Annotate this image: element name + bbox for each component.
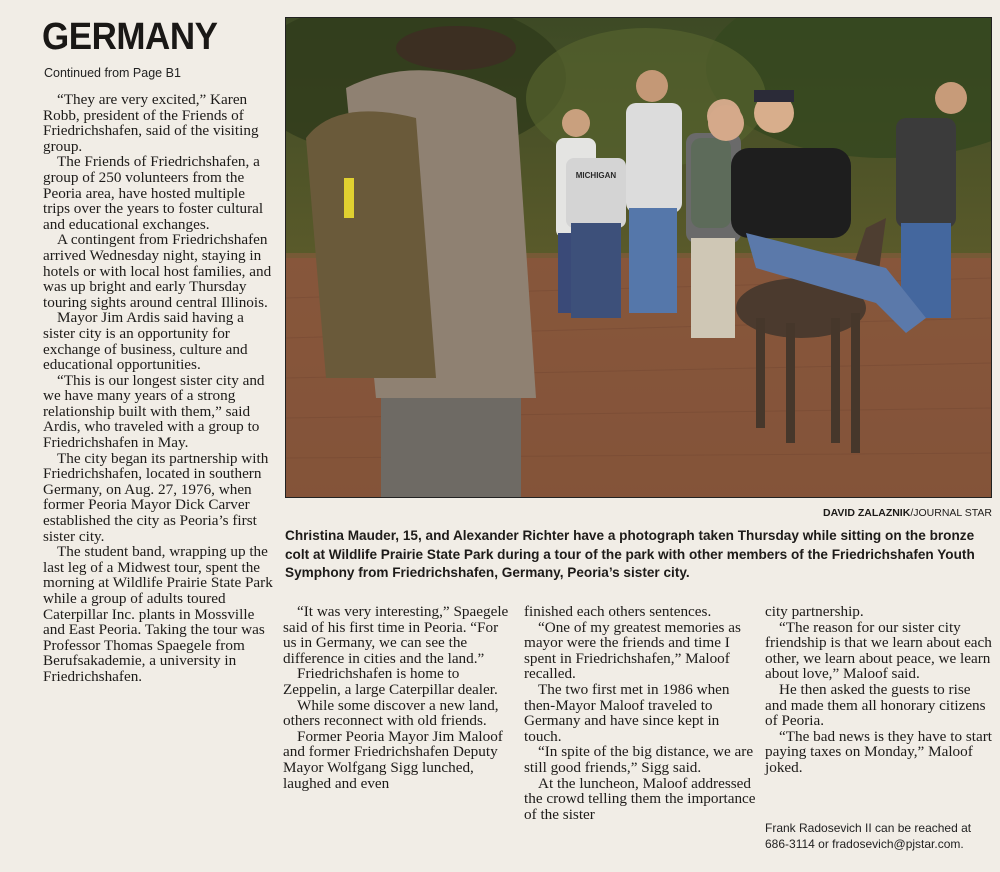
paragraph: Former Peoria Mayor Jim Maloof and former Friedrichshafen Deputy Mayor Wolfgang Sigg lunched, laughed and even <box>283 727 503 792</box>
paragraph: A contingent from Friedrichshafen arrived Wednesday night, staying in hotels or with local host families, and was up bright and early Thursday touring sights around central Illinois. <box>43 231 272 311</box>
paragraph: city partnership. <box>765 603 864 620</box>
photo-caption: Christina Mauder, 15, and Alexander Richter have a photograph taken Thursday while sitting on the bronze colt at Wildlife Prairie State Park during a tour of the park with other members of the Friedrichshafen Youth Symphony from Friedrichshafen, Germany, Peoria’s sister city. <box>285 528 975 580</box>
paragraph: The city began its partnership with Friedrichshafen, located in southern Germany, on Aug. 27, 1976, when former Peoria Mayor Dick Carver established the city as Peoria’s first sister city. <box>43 449 269 545</box>
paragraph: “The reason for our sister city friendship is that we learn about each other, we learn about peace, we learn about love,” Maloof said. <box>765 618 992 683</box>
photographer-name: DAVID ZALAZNIK <box>823 507 911 519</box>
article-column-1 <box>43 92 273 685</box>
tagline-contact: 686-3114 or fradosevich@pjstar.com. <box>765 837 964 851</box>
paragraph: “One of my greatest memories as mayor were the friends and time I spent in Friedrichshafen,” Maloof recalled. <box>524 618 741 683</box>
paragraph: “They are very excited,” Karen Robb, president of the Friends of Friedrichshafen, said of the visiting group. <box>43 91 259 155</box>
article-column-4 <box>765 604 995 776</box>
article-column-3 <box>524 604 756 822</box>
headline: GERMANY <box>42 16 218 58</box>
paragraph: The student band, wrapping up the last leg of a Midwest tour, spent the morning at Wildlife Prairie State Park while a group of adults toured Caterpillar Inc. plants in Mossville and East Peoria. Taking the tour was Professor Thomas Spaegele from Berufsakademie, a university in Friedrichshafen. <box>43 543 273 685</box>
paragraph: “This is our longest sister city and we have many years of a strong relationship built with them,” said Ardis, who traveled with a group to Friedrichshafen in May. <box>43 371 265 452</box>
paragraph: Friedrichshafen is home to Zeppelin, a large Caterpillar dealer. <box>283 665 498 698</box>
publication-name: /JOURNAL STAR <box>910 507 992 519</box>
paragraph: “In spite of the big distance, we are still good friends,” Sigg said. <box>524 743 754 776</box>
shirt-text: MICHIGAN <box>575 171 617 180</box>
paragraph: finished each others sentences. <box>524 603 712 620</box>
article-column-2 <box>283 604 515 791</box>
paragraph: The two first met in 1986 when then-Mayor Maloof traveled to Germany and have since kept in touch. <box>524 680 730 745</box>
paragraph: Mayor Jim Ardis said having a sister city is an opportunity for exchange of business, culture and educational opportunities. <box>43 309 248 374</box>
reporter-tagline <box>765 820 993 852</box>
paragraph: “It was very interesting,” Spaegele said of his first time in Peoria. “For us in Germany, we can see the difference in cities and the land.” <box>283 603 509 667</box>
continued-from-label: Continued from Page B1 <box>44 66 181 80</box>
paragraph: At the luncheon, Maloof addressed the crowd telling them the importance of the sister <box>524 774 756 823</box>
tagline-line: Frank Radosevich II can be reached at <box>765 821 972 835</box>
paragraph: He then asked the guests to rise and made them all honorary citizens of Peoria. <box>765 680 986 730</box>
park-scene-illustration <box>286 18 992 498</box>
paragraph: “The bad news is they have to start paying taxes on Monday,” Maloof joked. <box>765 727 992 776</box>
news-photo <box>285 17 992 498</box>
paragraph: While some discover a new land, others reconnect with old friends. <box>283 696 499 730</box>
paragraph: The Friends of Friedrichshafen, a group of 250 volunteers from the Peoria area, have hosted multiple trips over the years to foster cultural and educational exchanges. <box>43 153 264 233</box>
photo-credit <box>780 507 992 519</box>
michigan-tshirt-student <box>566 158 626 318</box>
